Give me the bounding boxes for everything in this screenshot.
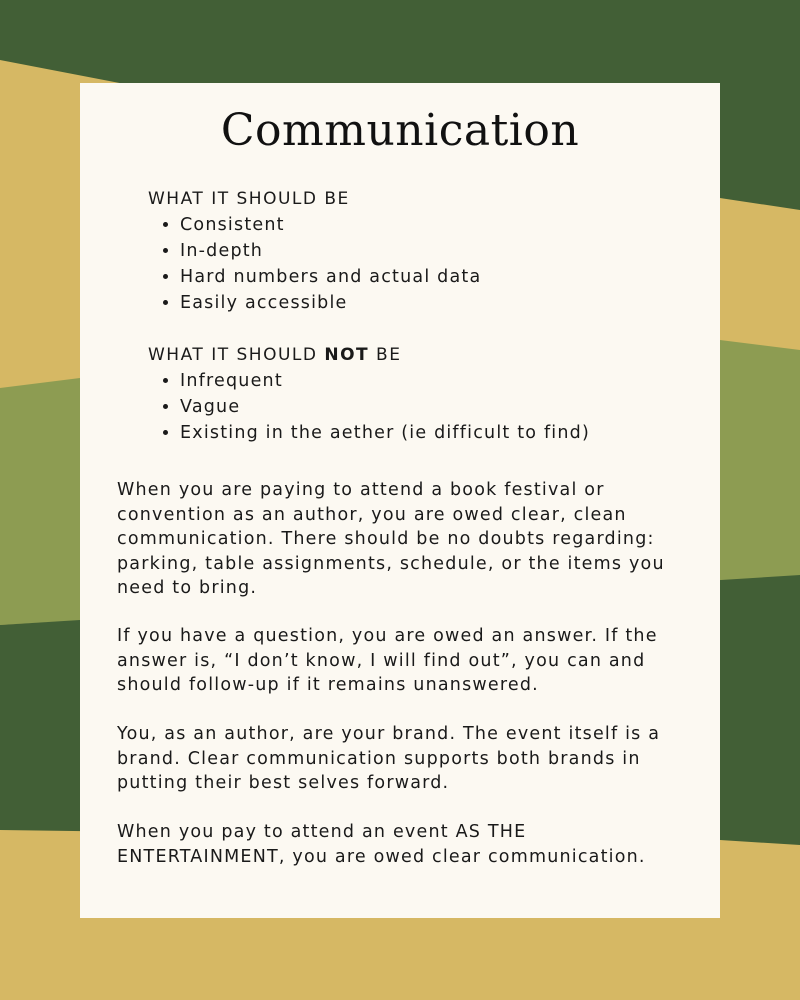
content-card <box>80 83 720 918</box>
list-item: • Existing in the aether (ie difficult to find) <box>180 420 590 446</box>
should-be-list <box>162 212 481 316</box>
paragraph-entertainment: When you pay to attend an event AS THE ENTERTAINMENT, you are owed clear communication. <box>117 822 646 867</box>
paragraph-owed-answer: If you have a question, you are owed an answer. If the answer is, “I don’t know, I will find out”, you can and should follow-up if it remains unanswered. <box>117 626 658 695</box>
should-not-be-heading <box>148 342 401 368</box>
heading-suffix: BE <box>376 345 402 365</box>
heading-emphasis: NOT <box>324 345 370 365</box>
list-item: • Infrequent <box>180 368 590 394</box>
list-item: • In-depth <box>180 238 481 264</box>
list-item: • Easily accessible <box>180 290 481 316</box>
list-item: • Consistent <box>180 212 481 238</box>
should-be-heading: WHAT IT SHOULD BE <box>148 189 350 209</box>
should-not-be-list <box>162 368 590 446</box>
heading-prefix: WHAT IT SHOULD <box>148 345 318 365</box>
paragraph-owed-communication: When you are paying to attend a book festival or convention as an author, you are owed clear, clean communication. There should be no doubts regarding: parking, table assignments, schedule, or the items you need to bring. <box>117 480 665 598</box>
list-item: • Hard numbers and actual data <box>180 264 481 290</box>
page-title: Communication <box>220 105 580 156</box>
list-item: • Vague <box>180 394 590 420</box>
paragraph-brand: You, as an author, are your brand. The event itself is a brand. Clear communication supports both brands in putting their best selves forward. <box>117 724 661 793</box>
